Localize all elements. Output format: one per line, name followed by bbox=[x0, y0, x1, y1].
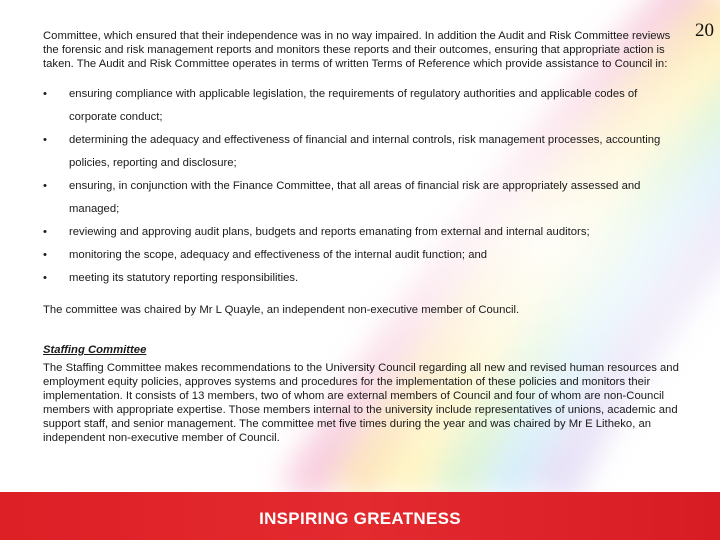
audit-chair-paragraph: The committee was chaired by Mr L Quayle, an independent non-executive member of Council. bbox=[43, 304, 520, 316]
list-item-text: ensuring, in conjunction with the Finance Committee, that all areas of financial risk are appropriately assessed and managed; bbox=[69, 180, 641, 215]
intro-paragraph: Committee, which ensured that their independence was in no way impaired. In addition the Audit and Risk Committee reviews the forensic and risk management reports and monitors these reports and their outcomes, ensuring that appropriate action is taken. The Audit and Risk Committee operates in terms of written Terms of Reference which provide assistance to Council in: bbox=[43, 30, 671, 70]
bullet-icon: • bbox=[43, 180, 47, 192]
list-item-text: reviewing and approving audit plans, budgets and reports emanating from external and internal auditors; bbox=[69, 226, 590, 238]
list-item-text: determining the adequacy and effectiveness of financial and internal controls, risk management processes, accounting policies, reporting and disclosure; bbox=[69, 134, 661, 169]
bullet-icon: • bbox=[43, 272, 47, 284]
staffing-committee-paragraph: The Staffing Committee makes recommendations to the University Council regarding all new and revised human resources and employment equity policies, approves systems and procedures for the implementation of these policies and monitors their implementation. It consists of 13 members, two of whom are external members of Council and four of whom are non-Council members with appropriate expertise. Those members internal to the university include representatives of unions, academic and support staff, and senior management. The committee met five times during the year and was chaired by Mr E Litheko, an independent non-executive member of Council. bbox=[43, 362, 679, 444]
bullet-list bbox=[43, 83, 683, 290]
list-item-text: ensuring compliance with applicable legislation, the requirements of regulatory authorities and applicable codes of corporate conduct; bbox=[69, 88, 638, 123]
list-item bbox=[43, 175, 683, 221]
bullet-icon: • bbox=[43, 134, 47, 146]
list-item bbox=[43, 83, 683, 129]
list-item bbox=[43, 267, 683, 290]
list-item bbox=[43, 129, 683, 175]
bullet-icon: • bbox=[43, 249, 47, 261]
bullet-icon: • bbox=[43, 88, 47, 100]
list-item-text: meeting its statutory reporting responsibilities. bbox=[69, 272, 299, 284]
list-item bbox=[43, 244, 683, 267]
bullet-icon: • bbox=[43, 226, 47, 238]
list-item-text: monitoring the scope, adequacy and effectiveness of the internal audit function; and bbox=[69, 249, 488, 261]
staffing-committee-heading: Staffing Committee bbox=[43, 344, 147, 356]
page-number: 20 bbox=[695, 20, 714, 41]
document-body bbox=[43, 29, 683, 445]
list-item bbox=[43, 221, 683, 244]
footer-banner bbox=[0, 492, 720, 540]
banner-slogan: INSPIRING GREATNESS bbox=[259, 509, 461, 528]
